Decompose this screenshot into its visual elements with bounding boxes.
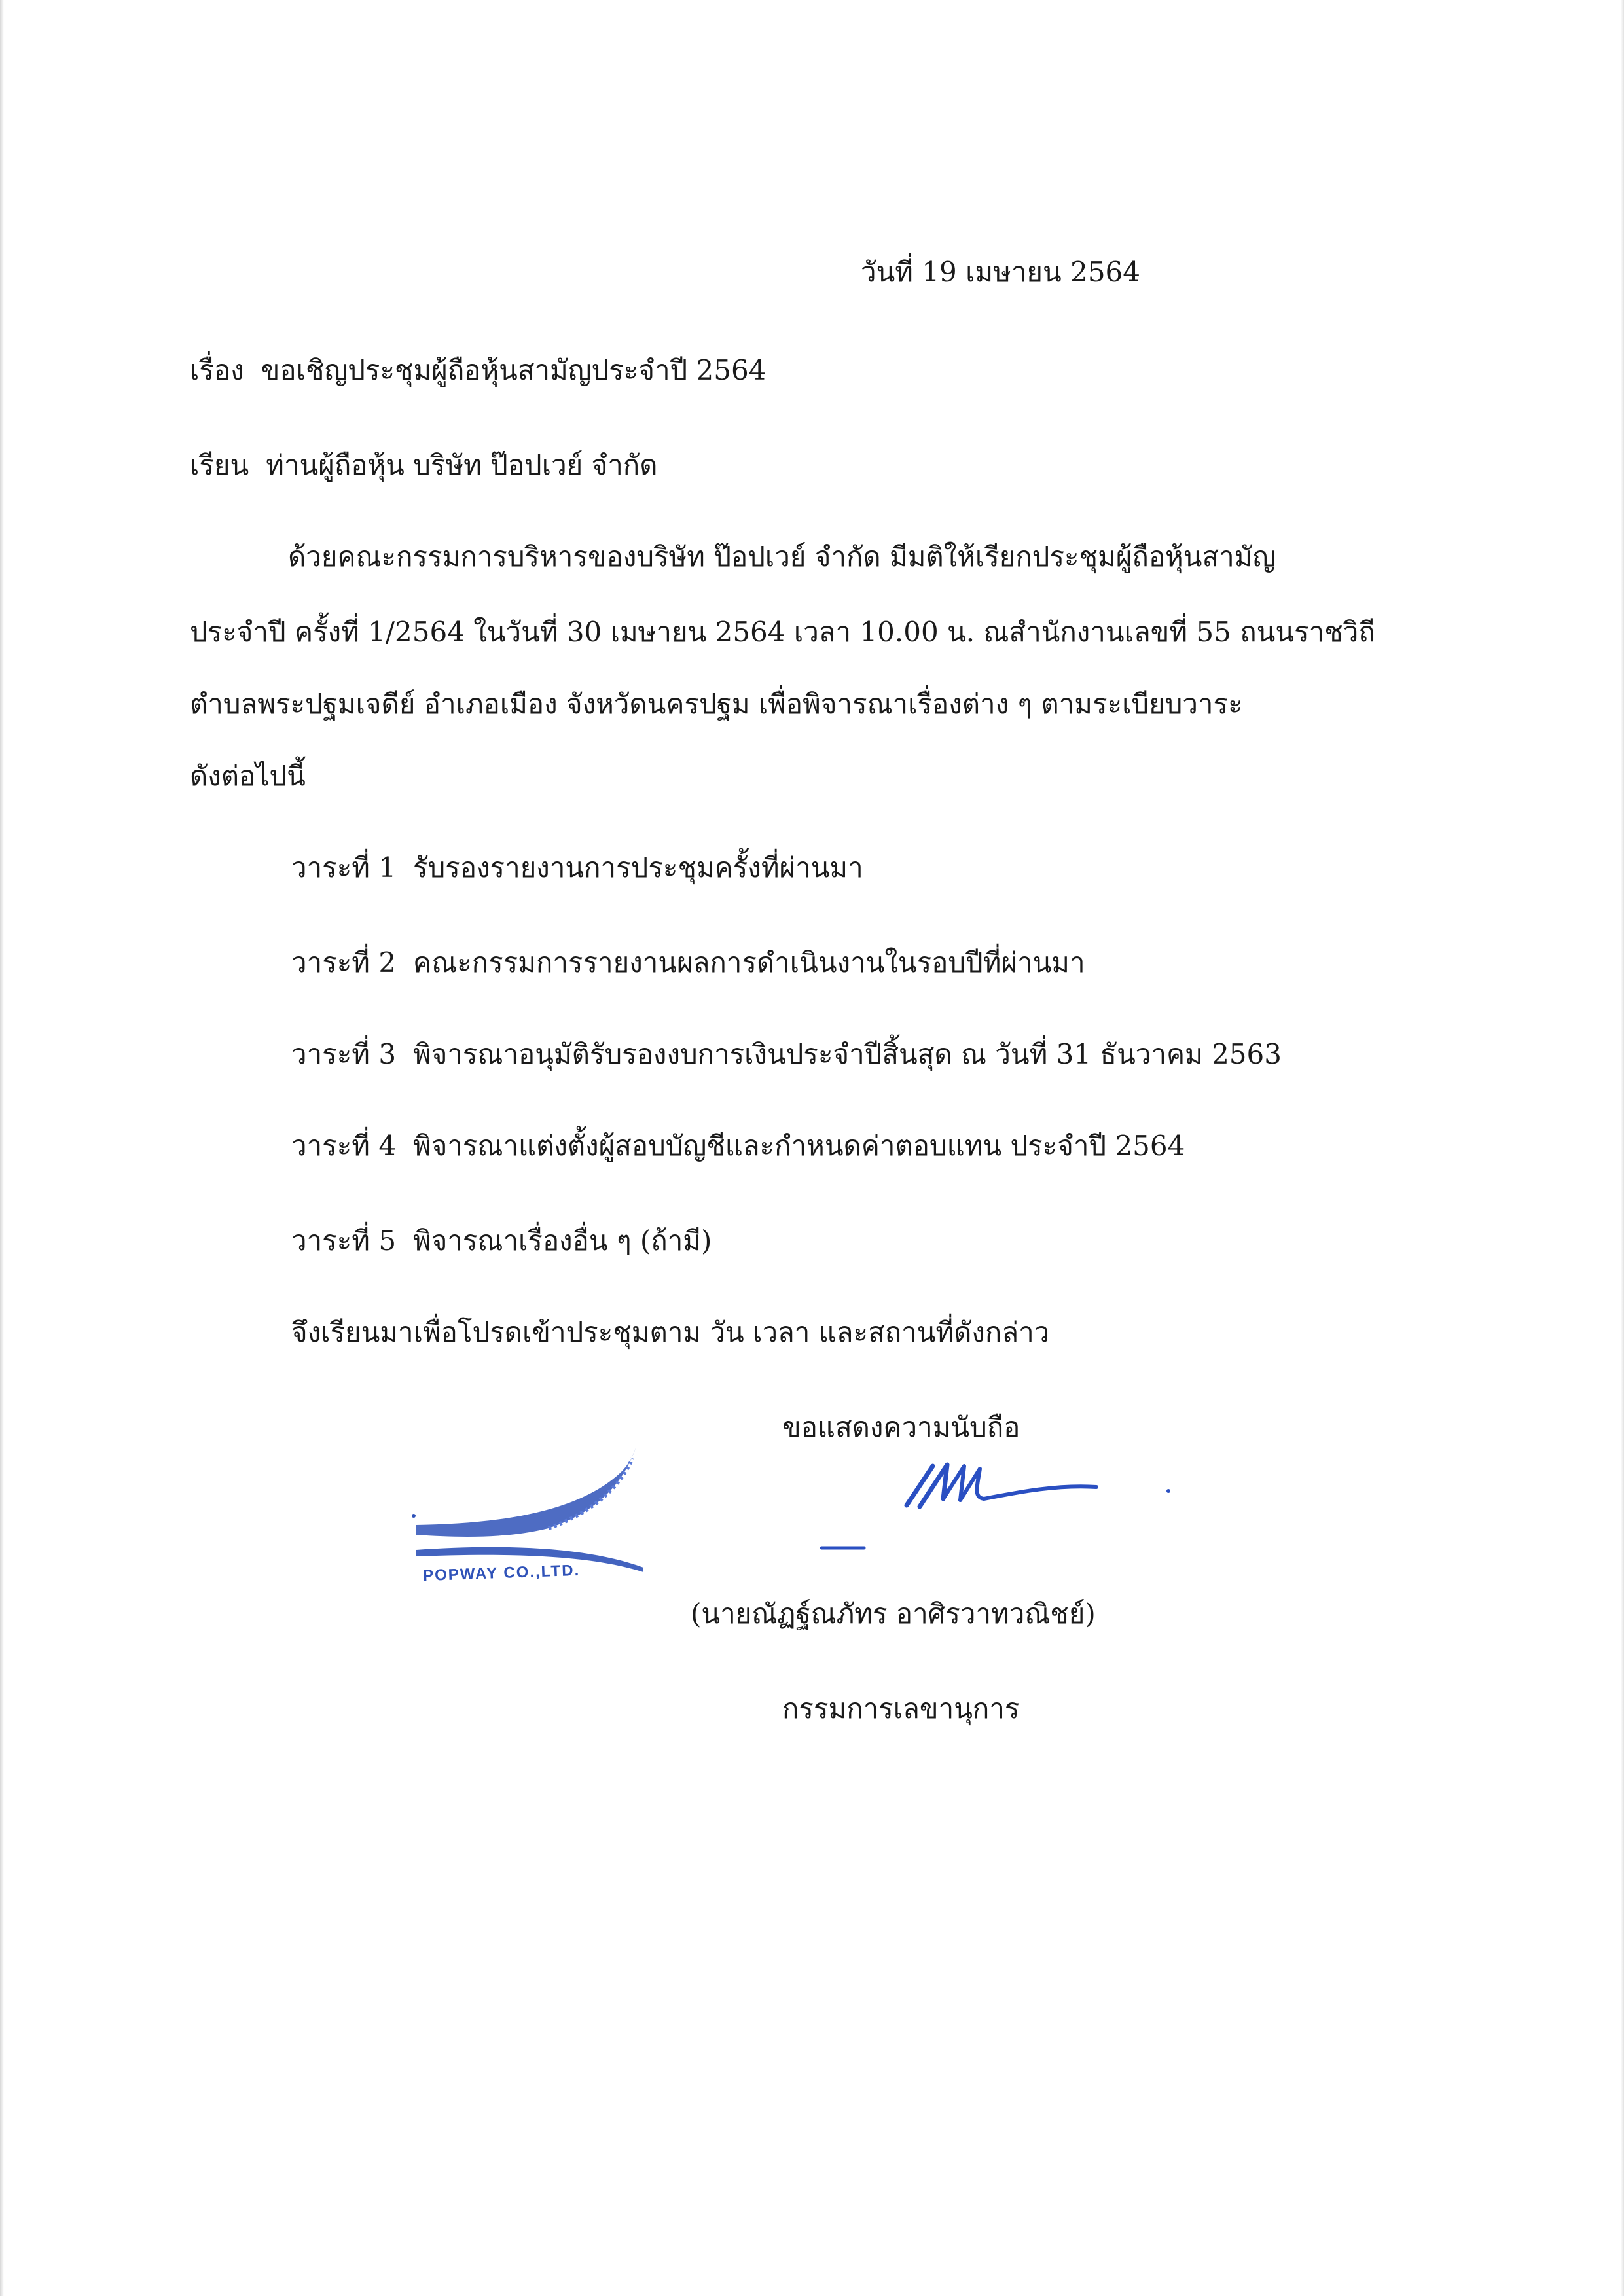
body-line-3: ตำบลพระปฐมเจดีย์ อำเภอเมือง จังหวัดนครปฐม เพื่อพิจารณาเรื่องต่าง ๆ ตามระเบียบวาระ xyxy=(190,688,1243,720)
signer-position: กรรมการเลขานุการ xyxy=(782,1693,1020,1725)
agenda-item xyxy=(291,854,863,882)
agenda-text: พิจารณาเรื่องอื่น ๆ (ถ้ามี) xyxy=(413,1225,712,1257)
agenda-label: วาระที่ 2 xyxy=(291,946,397,978)
agenda-text: พิจารณาแต่งตั้งผู้สอบบัญชีและกำหนดค่าตอบแทน ประจำปี 2564 xyxy=(413,1130,1185,1162)
closing-sentence: จึงเรียนมาเพื่อโปรดเข้าประชุมตาม วัน เวลา และสถานที่ดังกล่าว xyxy=(291,1316,1050,1348)
stamp-text: POPWAY CO.,LTD. xyxy=(422,1561,581,1585)
signature xyxy=(808,1446,1188,1564)
handwritten-signature-icon xyxy=(808,1446,1188,1564)
agenda-label: วาระที่ 4 xyxy=(291,1130,397,1162)
agenda-label: วาระที่ 3 xyxy=(291,1038,397,1070)
agenda-label: วาระที่ 1 xyxy=(291,852,397,884)
body-line-2: ประจำปี ครั้งที่ 1/2564 ในวันที่ 30 เมษายน 2564 เวลา 10.00 น. ณสำนักงานเลขที่ 55 ถนนราชวิถี xyxy=(190,616,1375,648)
agenda-item xyxy=(291,1038,1282,1070)
agenda-text: รับรองรายงานการประชุมครั้งที่ผ่านมา xyxy=(413,852,863,884)
page-edge-shadow-right xyxy=(1621,0,1624,2296)
recipient-label: เรียน xyxy=(190,449,249,481)
recipient-line xyxy=(190,449,658,481)
letter-date: วันที่ 19 เมษายน 2564 xyxy=(861,256,1140,288)
recipient-text: ท่านผู้ถือหุ้น บริษัท ป๊อปเวย์ จำกัด xyxy=(266,449,658,481)
body-line-1: ด้วยคณะกรรมการบริหารของบริษัท ป๊อปเวย์ จำกัด มีมติให้เรียกประชุมผู้ถือหุ้นสามัญ xyxy=(288,541,1276,573)
agenda-label: วาระที่ 5 xyxy=(291,1225,397,1257)
subject-label: เรื่อง xyxy=(190,354,244,386)
agenda-item xyxy=(291,946,1085,978)
page-edge-shadow xyxy=(0,0,4,2296)
body-line-4: ดังต่อไปนี้ xyxy=(190,760,306,792)
signer-name: (นายณัฏฐ์ณภัทร อาศิรวาทวณิชย์) xyxy=(691,1598,1096,1630)
agenda-text: พิจารณาอนุมัติรับรองงบการเงินประจำปีสิ้นสุด ณ วันที่ 31 ธันวาคม 2563 xyxy=(413,1038,1282,1070)
agenda-item xyxy=(291,1132,1185,1160)
regards: ขอแสดงความนับถือ xyxy=(782,1411,1020,1443)
subject-line xyxy=(190,354,767,386)
subject-text: ขอเชิญประชุมผู้ถือหุ้นสามัญประจำปี 2564 xyxy=(261,354,767,386)
agenda-text: คณะกรรมการรายงานผลการดำเนินงานในรอบปีที่ผ่านมา xyxy=(413,946,1085,978)
company-stamp xyxy=(411,1446,679,1597)
agenda-item xyxy=(291,1227,712,1255)
